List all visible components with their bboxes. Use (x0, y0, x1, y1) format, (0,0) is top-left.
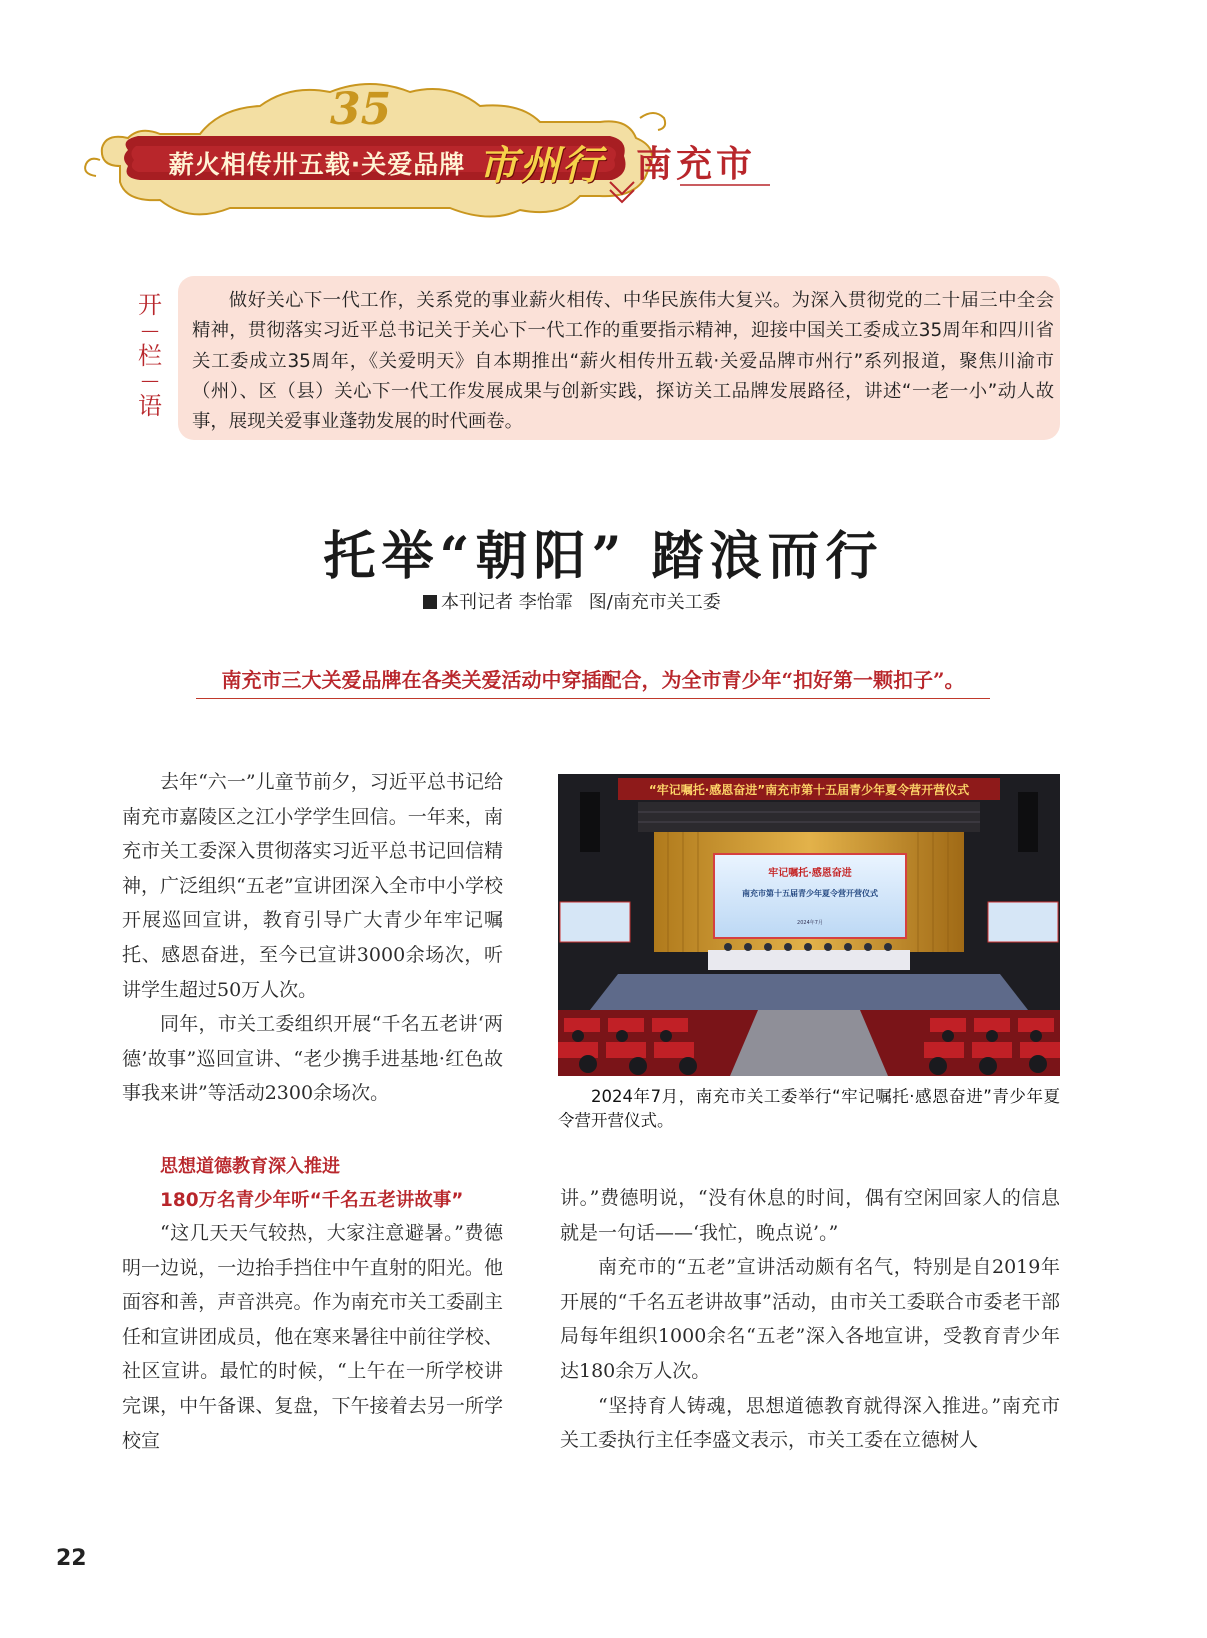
byline-author: 本刊记者 李怡霏 (441, 592, 573, 613)
paragraph: “坚持育人铸魂，思想道德教育就得深入推进。”南充市关工委执行主任李盛文表示，市关工委在立德树人 (560, 1394, 1060, 1452)
paragraph: “这几天天气较热，大家注意避暑。”费德明一边说，一边抬手挡住中午直射的阳光。他面容和善，声音洪亮。作为南充市关工委副主任和宣讲团成员，他在寒来暑往中前往学校、社区宣讲。最忙的时候，“上午在一所学校讲完课，中午备课、复盘，下午接着去另一所学校宣 (122, 1222, 503, 1452)
article-lead: 南充市三大关爱品牌在各类关爱活动中穿插配合，为全市青少年“扣好第一颗扣子”。 (196, 664, 990, 699)
editor-note-label-char: 栏 (138, 341, 162, 370)
column-banner (80, 78, 780, 228)
editor-note-dash: — (141, 319, 159, 341)
article-photo (558, 774, 1060, 1076)
photo-screen-line2: 南充市第十五届青少年夏令营开营仪式 (742, 889, 878, 898)
banner-title: 薪火相传卅五载·关爱品牌 (168, 150, 466, 179)
byline-square-icon (423, 595, 437, 609)
subheading-primary: 思想道德教育深入推进 (160, 1156, 340, 1177)
banner-city: 南充市 (636, 144, 757, 185)
photo-top-banner-text: “牢记嘱托·感恩奋进”南充市第十五届青少年夏令营开营仪式 (648, 783, 970, 797)
paragraph: 南充市的“五老”宣讲活动颇有名气，特别是自2019年开展的“千名五老讲故事”活动，由市关工委联合市委老干部局每年组织1000余名“五老”深入各地宣讲，受教育青少年达180余万人次。 (560, 1256, 1060, 1382)
left-column-top (122, 765, 503, 1111)
editor-note-box (178, 276, 1060, 440)
photo-screen-line1: 牢记嘱托·感恩奋进 (768, 868, 852, 879)
photo-illustration (558, 774, 1060, 1076)
article-title: 托举“朝阳” 踏浪而行 (323, 526, 884, 587)
byline-photo-credit: 图/南充市关工委 (588, 592, 721, 613)
subheading-secondary: 180万名青少年听“千名五老讲故事” (160, 1190, 464, 1211)
page-number: 22 (56, 1546, 87, 1571)
editor-note-label-char: 开 (138, 291, 162, 319)
byline (423, 588, 721, 614)
banner-anniversary-number: 35 (330, 84, 392, 135)
banner-script-title: 市州行 (478, 142, 604, 189)
editor-note-text: 做好关心下一代工作，关系党的事业薪火相传、中华民族伟大复兴。为深入贯彻党的二十届三中全会精神，贯彻落实习近平总书记关于关心下一代工作的重要指示精神，迎接中国关工委成立35周年和四川省关工委成立35周年，《关爱明天》自本期推出“薪火相传卅五载·关爱品牌市州行”系列报道，聚焦川渝市（州）、区（县）关心下一代工作发展成果与创新实践，探访关工品牌发展路径，讲述“一老一小”动人故事，展现关爱事业蓬勃发展的时代画卷。 (192, 290, 1054, 433)
editor-note-label (136, 290, 164, 422)
editor-note-label-char: 语 (138, 392, 162, 421)
paragraph: 去年“六一”儿童节前夕，习近平总书记给南充市嘉陵区之江小学学生回信。一年来，南充市关工委深入贯彻落实习近平总书记回信精神，广泛组织“五老”宣讲团深入全市中小学校开展巡回宣讲，教育引导广大青少年牢记嘱托、感恩奋进，至今已宣讲3000余场次，听讲学生超过50万人次。 (122, 771, 503, 1001)
editor-note-dash: — (141, 370, 159, 392)
paragraph: 同年，市关工委组织开展“千名五老讲‘两德’故事”巡回宣讲、“老少携手进基地·红色故事我来讲”等活动2300余场次。 (122, 1013, 503, 1105)
photo-screen-date: 2024年7月 (797, 920, 823, 926)
left-column-bottom (122, 1216, 503, 1458)
paragraph: 讲。”费德明说，“没有休息的时间，偶有空闲回家人的信息就是一句话——‘我忙，晚点说’。” (560, 1187, 1060, 1244)
photo-caption: 2024年7月，南充市关工委举行“牢记嘱托·感恩奋进”青少年夏令营开营仪式。 (558, 1087, 1060, 1130)
right-column-bottom (560, 1181, 1060, 1458)
